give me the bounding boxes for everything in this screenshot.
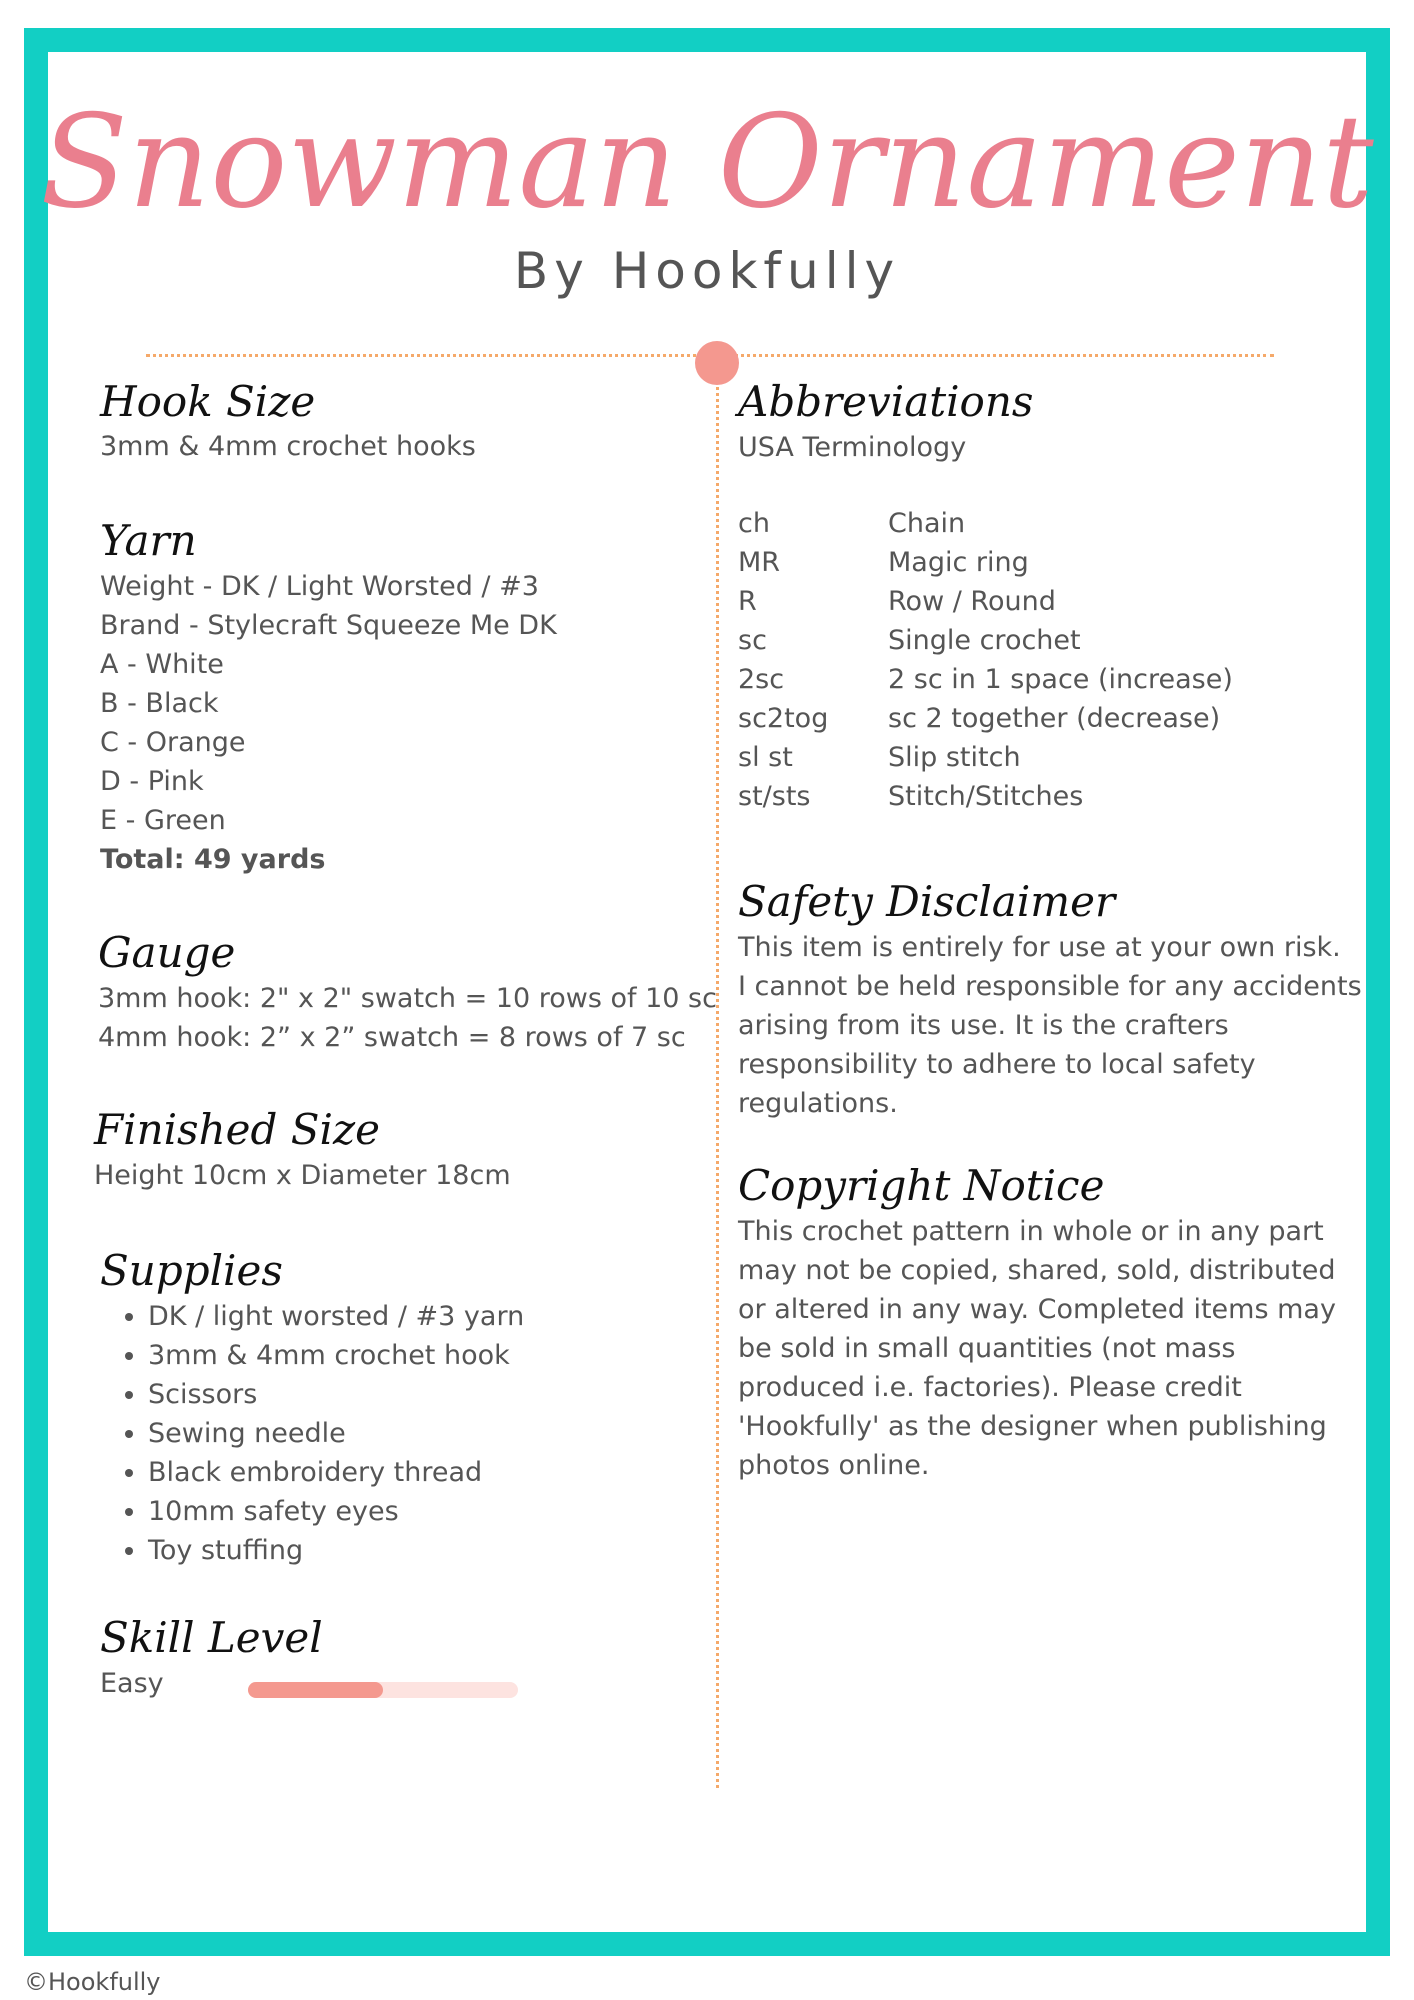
abbreviation-code: sc <box>738 625 767 656</box>
abbreviation-code: 2sc <box>738 664 785 695</box>
divider-dot <box>695 341 739 385</box>
yarn-line: B - Black <box>100 688 219 719</box>
abbreviation-meaning: Single crochet <box>888 625 1081 656</box>
list-item: • Toy stuffing <box>148 1531 524 1570</box>
skill-level-track <box>248 1682 518 1698</box>
list-item <box>738 621 1233 660</box>
abbreviation-meaning: Stitch/Stitches <box>888 781 1084 812</box>
yarn-heading: Yarn <box>100 516 197 565</box>
list-item: • Sewing needle <box>148 1414 524 1453</box>
list-item: • DK / light worsted / #3 yarn <box>148 1297 524 1336</box>
abbreviation-meaning: Row / Round <box>888 586 1056 617</box>
copyright-heading: Copyright Notice <box>738 1161 1105 1210</box>
safety-line: regulations. <box>738 1088 898 1119</box>
copyright-line: 'Hookfully' as the designer when publishing <box>738 1411 1327 1442</box>
abbreviation-meaning: 2 sc in 1 space (increase) <box>888 664 1233 695</box>
abbreviation-code: MR <box>738 547 781 578</box>
gauge-line: 3mm hook: 2" x 2" swatch = 10 rows of 10 sc <box>98 983 717 1014</box>
pattern-author: By Hookfully <box>513 242 901 300</box>
skill-level-heading: Skill Level <box>100 1613 323 1662</box>
gauge-heading: Gauge <box>98 928 236 977</box>
abbreviation-meaning: Magic ring <box>888 547 1029 578</box>
copyright-line: photos online. <box>738 1450 930 1481</box>
list-item <box>738 582 1233 621</box>
finished-size-text: Height 10cm x Diameter 18cm <box>94 1160 511 1191</box>
yarn-line: D - Pink <box>100 766 204 797</box>
footer-copyright: ©Hookfully <box>24 1968 161 1996</box>
safety-line: I cannot be held responsible for any accidents <box>738 971 1362 1002</box>
finished-size-heading: Finished Size <box>94 1105 380 1154</box>
terminology-text: USA Terminology <box>738 432 967 463</box>
gauge-line: 4mm hook: 2” x 2” swatch = 8 rows of 7 sc <box>98 1022 686 1053</box>
list-item <box>738 738 1233 777</box>
list-item <box>738 699 1233 738</box>
yarn-line: E - Green <box>100 805 226 836</box>
safety-line: responsibility to adhere to local safety <box>738 1049 1256 1080</box>
abbreviation-meaning: sc 2 together (decrease) <box>888 703 1221 734</box>
copyright-section <box>738 1160 1336 1485</box>
hook-size-heading: Hook Size <box>100 377 316 426</box>
list-item <box>738 660 1233 699</box>
abbreviation-meaning: Slip stitch <box>888 742 1021 773</box>
abbreviations-heading: Abbreviations <box>738 377 1034 426</box>
list-item: • 3mm & 4mm crochet hook <box>148 1336 524 1375</box>
abbreviation-code: R <box>738 586 757 617</box>
abbreviation-code: ch <box>738 508 770 539</box>
hook-size-section <box>100 376 476 466</box>
hook-size-text: 3mm & 4mm crochet hooks <box>100 431 476 462</box>
yarn-line: Brand - Stylecraft Squeeze Me DK <box>100 610 557 641</box>
list-item <box>738 777 1233 816</box>
yarn-total: Total: 49 yards <box>100 844 326 875</box>
list-item: • Scissors <box>148 1375 524 1414</box>
list-item: • 10mm safety eyes <box>148 1492 524 1531</box>
yarn-line: Weight - DK / Light Worsted / #3 <box>100 571 539 602</box>
yarn-section <box>100 515 557 879</box>
abbreviations-list <box>738 504 1233 816</box>
yarn-line: A - White <box>100 649 224 680</box>
pattern-title: Snowman Ornament <box>40 88 1374 237</box>
list-item: • Black embroidery thread <box>148 1453 524 1492</box>
copyright-line: may not be copied, shared, sold, distributed <box>738 1255 1336 1286</box>
copyright-line: produced i.e. factories). Please credit <box>738 1372 1242 1403</box>
yarn-line: C - Orange <box>100 727 246 758</box>
finished-size-section <box>94 1104 511 1195</box>
supplies-list <box>100 1297 524 1570</box>
abbreviations-section <box>738 376 1233 816</box>
safety-section <box>738 876 1362 1123</box>
skill-level-value: Easy <box>100 1668 164 1699</box>
vertical-divider <box>716 370 719 1788</box>
list-item <box>738 504 1233 543</box>
abbreviation-code: sl st <box>738 742 793 773</box>
abbreviation-meaning: Chain <box>888 508 966 539</box>
supplies-heading: Supplies <box>100 1246 283 1295</box>
yarn-lines <box>100 567 557 879</box>
list-item <box>738 543 1233 582</box>
copyright-line: This crochet pattern in whole or in any part <box>738 1216 1324 1247</box>
skill-level-fill <box>248 1682 383 1698</box>
abbreviation-code: sc2tog <box>738 703 829 734</box>
safety-line: arising from its use. It is the crafters <box>738 1010 1229 1041</box>
safety-line: This item is entirely for use at your own risk. <box>738 932 1341 963</box>
gauge-section <box>98 927 717 1057</box>
copyright-line: be sold in small quantities (not mass <box>738 1333 1236 1364</box>
abbreviation-code: st/sts <box>738 781 811 812</box>
supplies-section <box>100 1245 524 1570</box>
copyright-line: or altered in any way. Completed items may <box>738 1294 1336 1325</box>
safety-heading: Safety Disclaimer <box>738 877 1116 926</box>
